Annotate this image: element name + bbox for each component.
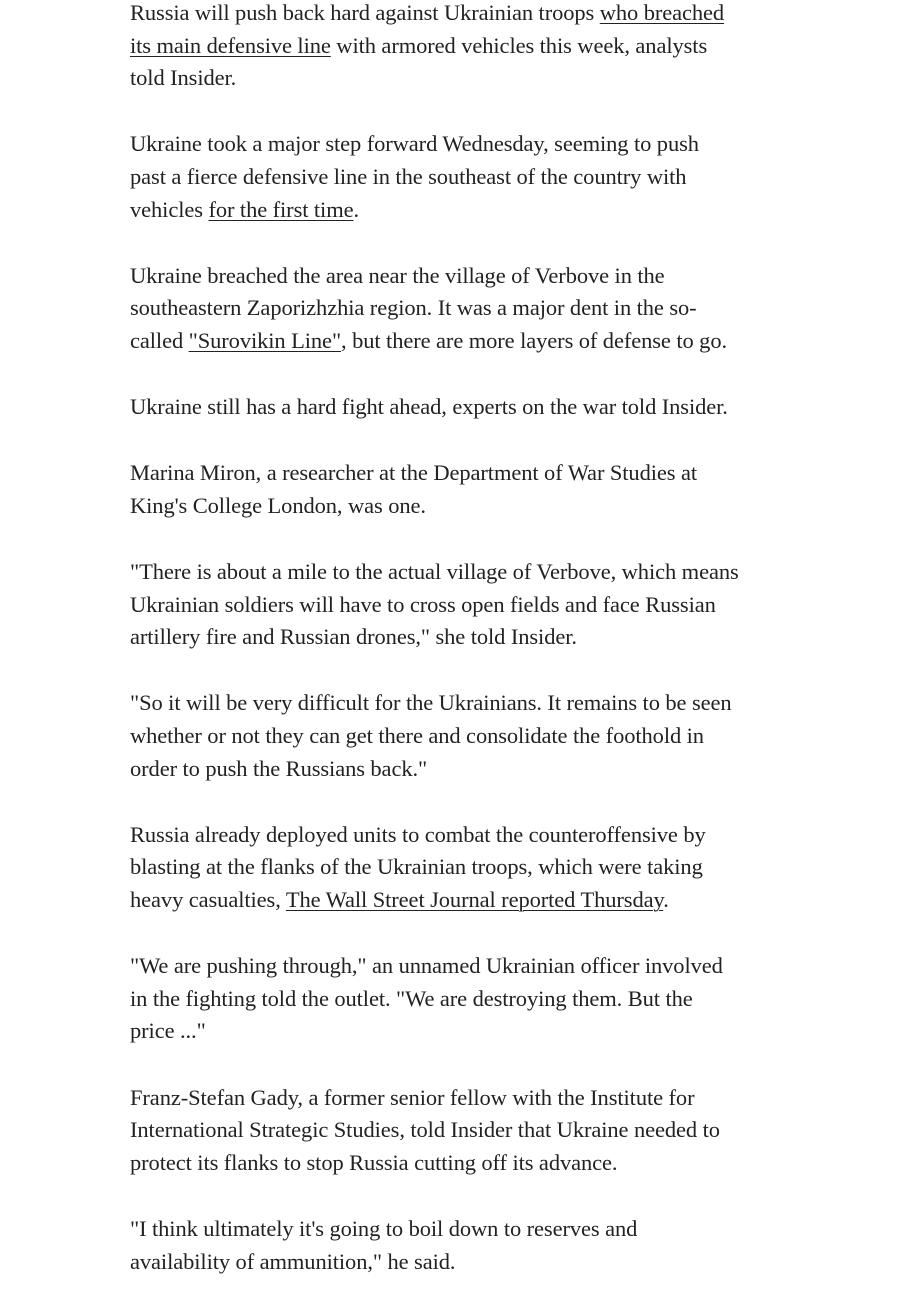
article-body [130,0,790,1312]
text-segment: , but there are more layers of defense to go. [341,327,727,353]
text-segment: order to push the Russians back." [130,755,428,781]
inline-link[interactable]: its main defensive line [130,32,331,58]
text-segment: called [130,327,189,353]
text-line [130,490,790,523]
text-line [130,753,790,786]
text-line [130,457,790,490]
text-segment: "We are pushing through," an unnamed Ukrainian officer involved [130,953,723,979]
text-line [130,161,790,194]
text-segment: in the fighting told the outlet. "We are destroying them. But the [130,985,693,1011]
text-line [130,950,790,983]
article-paragraph [130,950,790,1048]
text-line [130,589,790,622]
article-paragraph [130,457,790,522]
text-segment: International Strategic Studies, told Insider that Ukraine needed to [130,1117,720,1143]
text-line [130,621,790,654]
text-line [130,1015,790,1048]
inline-link[interactable]: "Surovikin Line" [188,327,342,353]
text-line [130,1114,790,1147]
text-line [130,1246,790,1279]
article-paragraph [130,0,790,95]
inline-link[interactable]: who breached [599,0,725,25]
text-line [130,819,790,852]
text-line [130,687,790,720]
text-line [130,884,790,917]
text-segment: Franz-Stefan Gady, a former senior fellow with the Institute for [130,1084,695,1110]
text-segment: Ukraine still has a hard fight ahead, experts on the war told Insider. [130,394,728,420]
text-line [130,983,790,1016]
text-line [130,62,790,95]
text-segment: whether or not they can get there and consolidate the foothold in [130,723,704,749]
text-segment: . [663,887,669,913]
text-segment: protect its flanks to stop Russia cutting off its advance. [130,1149,618,1175]
inline-link[interactable]: for the first time [208,196,354,222]
article-paragraph [130,1082,790,1180]
text-line [130,128,790,161]
text-line [130,194,790,227]
text-segment: Ukraine took a major step forward Wednesday, seeming to push [130,131,699,157]
text-segment: Russia already deployed units to combat the counteroffensive by [130,821,706,847]
text-line [130,556,790,589]
article-paragraph [130,687,790,785]
text-segment: "I think ultimately it's going to boil down to reserves and [130,1215,638,1241]
text-segment: King's College London, was one. [130,492,426,518]
text-line [130,720,790,753]
text-segment: told Insider. [130,65,237,91]
text-line [130,851,790,884]
text-line [130,260,790,293]
text-segment: Ukraine breached the area near the village of Verbove in the [130,262,665,288]
text-line [130,30,790,63]
text-segment: Russia will push back hard against Ukrainian troops [130,0,600,25]
text-segment: vehicles [130,196,209,222]
text-segment: availability of ammunition," he said. [130,1248,456,1274]
text-segment: price ..." [130,1018,206,1044]
text-segment: heavy casualties, [130,887,286,913]
text-segment: artillery fire and Russian drones," she told Insider. [130,624,577,650]
text-line [130,1082,790,1115]
text-line [130,391,790,424]
text-segment: blasting at the flanks of the Ukrainian troops, which were taking [130,854,703,880]
article-paragraph [130,391,790,424]
text-segment: with armored vehicles this week, analysts [330,32,708,58]
text-line [130,292,790,325]
text-segment: "There is about a mile to the actual village of Verbove, which means [130,559,739,585]
article-paragraph [130,1213,790,1278]
text-segment: "So it will be very difficult for the Ukrainians. It remains to be seen [130,690,732,716]
text-line [130,325,790,358]
text-line [130,1147,790,1180]
article-paragraph [130,819,790,917]
text-segment: Marina Miron, a researcher at the Department of War Studies at [130,460,697,486]
text-segment: . [353,196,360,222]
article-paragraph [130,128,790,226]
text-segment: Ukrainian soldiers will have to cross open fields and face Russian [130,591,716,617]
text-segment: southeastern Zaporizhzhia region. It was a major dent in the so- [130,295,697,321]
article-paragraph [130,260,790,358]
text-segment: past a fierce defensive line in the southeast of the country with [130,163,687,189]
inline-link[interactable]: The Wall Street Journal reported Thursday [285,887,664,913]
text-line [130,0,790,30]
text-line [130,1213,790,1246]
article-paragraph [130,556,790,654]
